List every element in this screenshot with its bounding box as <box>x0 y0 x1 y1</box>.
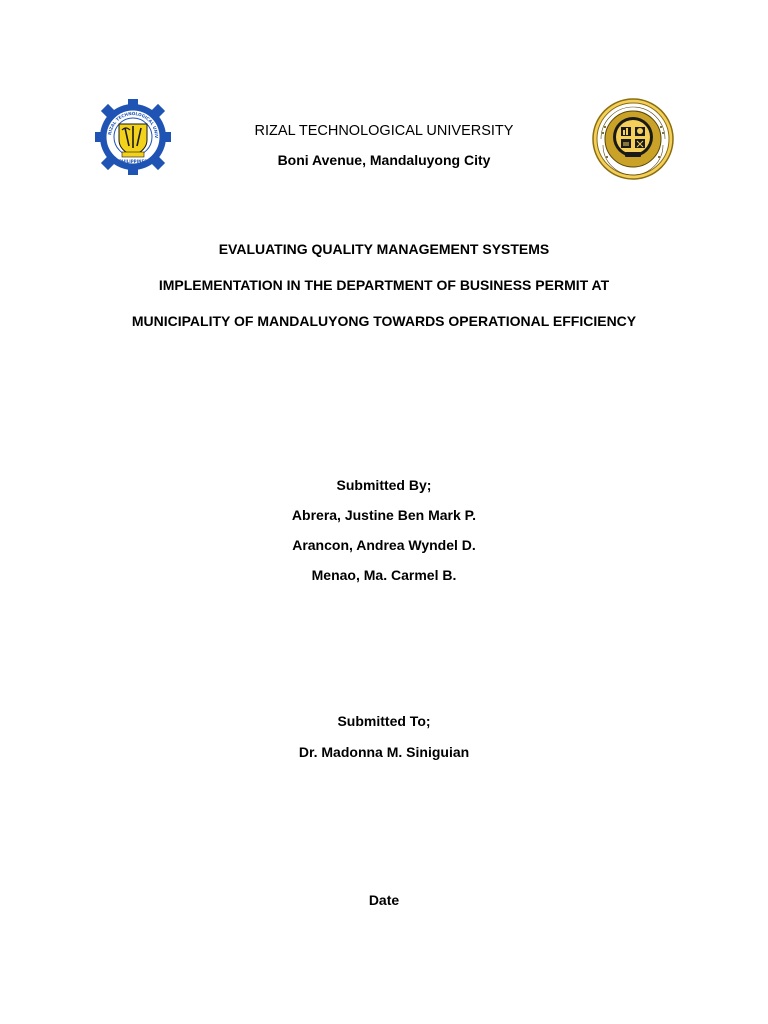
author-name: Menao, Ma. Carmel B. <box>311 567 457 583</box>
adviser-name: Dr. Madonna M. Siniguian <box>298 744 470 760</box>
date-label: Date <box>368 892 400 908</box>
title-line-2: IMPLEMENTATION IN THE DEPARTMENT OF BUSINESS PERMIT AT <box>158 277 610 293</box>
seal-ring-text: RIZAL TECHNOLOGICAL UNIV <box>107 110 160 139</box>
submitted-to-label: Submitted To; <box>337 713 431 729</box>
submitted-by-label: Submitted By; <box>336 477 432 493</box>
university-address: Boni Avenue, Mandaluyong City <box>277 152 491 168</box>
author-name: Abrera, Justine Ben Mark P. <box>291 507 477 523</box>
seal-bottom-text: PHILIPPINES <box>118 159 148 164</box>
university-name: RIZAL TECHNOLOGICAL UNIVERSITY <box>254 123 514 139</box>
author-name: Arancon, Andrea Wyndel D. <box>292 537 476 553</box>
title-line-1: EVALUATING QUALITY MANAGEMENT SYSTEMS <box>218 241 550 257</box>
title-line-3: MUNICIPALITY OF MANDALUYONG TOWARDS OPERATIONAL EFFICIENCY <box>131 313 637 329</box>
